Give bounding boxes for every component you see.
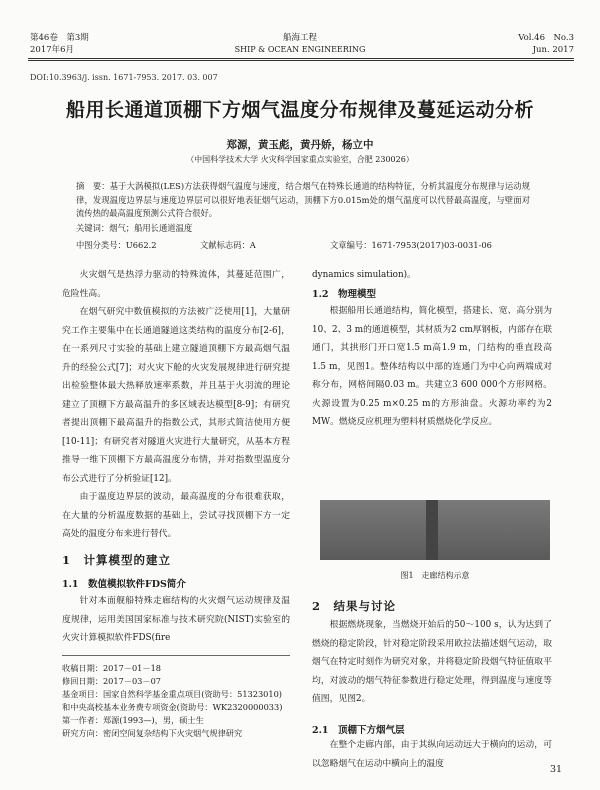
paragraph: 在整个走廊内部，由于其纵向运动远大于横向的运动，可以忽略烟气在运动中横向上的温度 (312, 740, 552, 769)
authors: 郑源，黄玉彪，黄丹娇，杨立中 (226, 139, 374, 151)
left-column (62, 266, 290, 544)
right-column-results (312, 616, 552, 709)
footnote-rule (62, 655, 290, 656)
subsection-heading: 1.2 物理模型 (312, 289, 377, 300)
subsection-heading: 1.1 数值模拟软件FDS简介 (62, 579, 186, 590)
connecting-door (426, 500, 438, 560)
header-date-left: 2017年6月 (30, 45, 75, 55)
header-rule-thin (28, 60, 574, 61)
paragraph: 在烟气研究中数值模拟的方法被广泛使用[1]，大量研究工作主要集中在长通道隧道这类结构的温度分布[2-6]，在一系列尺寸实验的基础上建立隧道顶棚下方最高烟气温升的经验公式[7]；对火灾下舱的火灾发展规律进行研究提出检验整体最大热释放速率系数，并且基于火羽流的理论建立了顶棚下方最高温升的多区域表达模型[8-9]；有研究者提出顶棚下最高温升的指数公式，其形式简洁使用方便[10-11]；有研究者对隧道火灾进行大量研究，从基本方程推导一维下顶棚下方最高温度分布情，并对指数型温度分布公式进行了分析验证[12]。 (62, 307, 290, 484)
footnotes (62, 662, 290, 740)
paragraph: 根据燃烧现象，当燃烧开始后的50～100 s，认为达到了燃烧的稳定阶段，针对稳定阶段采用欧拉法描述烟气运动，取烟气在特定时刻作为研究对象，并将稳定阶段烟气特征值取平均，对波动的烟气特征参数进行稳定处理，得到温度与速度等值图，见图2。 (312, 620, 552, 704)
page-number: 31 (550, 764, 563, 775)
header-date-right: Jun. 2017 (532, 45, 574, 55)
header-journal-cn: 船海工程 (282, 33, 317, 43)
right-column (312, 266, 552, 285)
right-column-end (312, 736, 552, 773)
header-volume-right: Vol.46 No.3 (518, 33, 574, 43)
abstract: 摘 要：基于大涡模拟(LES)方法获得烟气温度与速度，结合烟气在特殊长通道的结构特征，分析其温度分布规律与运动规律，发现温度边界层与速度边界层可以很好地表征烟气运动，顶棚下方0.015m处的烟气温度可以代替最高温度，与壁面对流传热的最高温度预测公式符合很好。 (76, 181, 530, 219)
header-volume-left: 第46卷 第3期 (30, 33, 89, 43)
header-journal-en: SHIP & OCEAN ENGINEERING (234, 45, 366, 54)
research-direction: 研究方向：密闭空间复杂结构下火灾烟气规律研究 (62, 728, 243, 738)
paragraph: 根据船用长通道结构，简化模型，搭建长、宽、高分别为10、2、3 m的通道模型，其材质为2 cm厚钢板，内部存在联通门，其拱形门开口宽1.5 m高1.9 m，门结构的垂直段高1.5 m，见图1。整体结构以中部的连通门为中心向两端成对称分布，网格间隔0.03 m。共建立3 600 000个方形网格。火源设置为0.25 m×0.25 m的方形油盘。火源功率约为2 MW。燃烧反应机理为塑料材质燃烧化学反应。 (312, 306, 552, 427)
article-number: 文章编号：1671-7953(2017)03-0031-06 (330, 240, 492, 250)
paragraph: 火灾烟气是热浮力驱动的特殊流体，其蔓延范围广，危险性高。 (62, 270, 290, 299)
paragraph: 由于温度边界层的波动，最高温度的分布很难获取，在大量的分析温度数据的基础上，尝试寻找顶棚下方一定高处的温度分布来进行替代。 (62, 492, 290, 539)
article-title: 船用长通道顶棚下方烟气温度分布规律及蔓延运动分析 (65, 99, 534, 121)
received-date: 收稿日期：2017－01－18 (62, 663, 161, 673)
right-column-body (312, 302, 552, 432)
doc-code: 文献标志码：A (200, 240, 256, 250)
left-column-continued (62, 592, 290, 648)
header-rule (28, 58, 574, 59)
subsection-heading: 2.1 顶棚下方烟气层 (312, 725, 405, 736)
classification: 中图分类号：U662.2 (76, 240, 157, 250)
revised-date: 修回日期：2017－03－07 (62, 676, 161, 686)
paragraph: 针对本面舰船特殊走廊结构的火灾烟气运动规律及温度规律，运用美国国家标准与技术研究院(NIST)实验室的火灾计算模拟软件FDS(fire (62, 596, 290, 643)
fund-info: 基金项目：国家自然科学基金重点项目(资助号：51323010)和中央高校基本业务费专项资金(资助号：WK2320000033) (62, 689, 283, 712)
paragraph: dynamics simulation)。 (312, 270, 416, 280)
corridor-figure (320, 500, 550, 560)
doi: DOI:10.3963/j. issn. 1671-7953. 2017. 03. 007 (30, 73, 218, 82)
figure-caption: 图1 走廊结构示意 (400, 571, 470, 580)
section-heading: 1 计算模型的建立 (62, 553, 172, 567)
first-author: 第一作者：郑源(1993—)，男，硕士生 (62, 715, 204, 725)
section-heading: 2 结果与讨论 (312, 599, 397, 613)
affiliation: （中国科学技术大学 火灾科学国家重点实验室，合肥 230026） (186, 155, 414, 164)
keywords: 关键词：烟气；船用长通道温度 (76, 223, 193, 233)
